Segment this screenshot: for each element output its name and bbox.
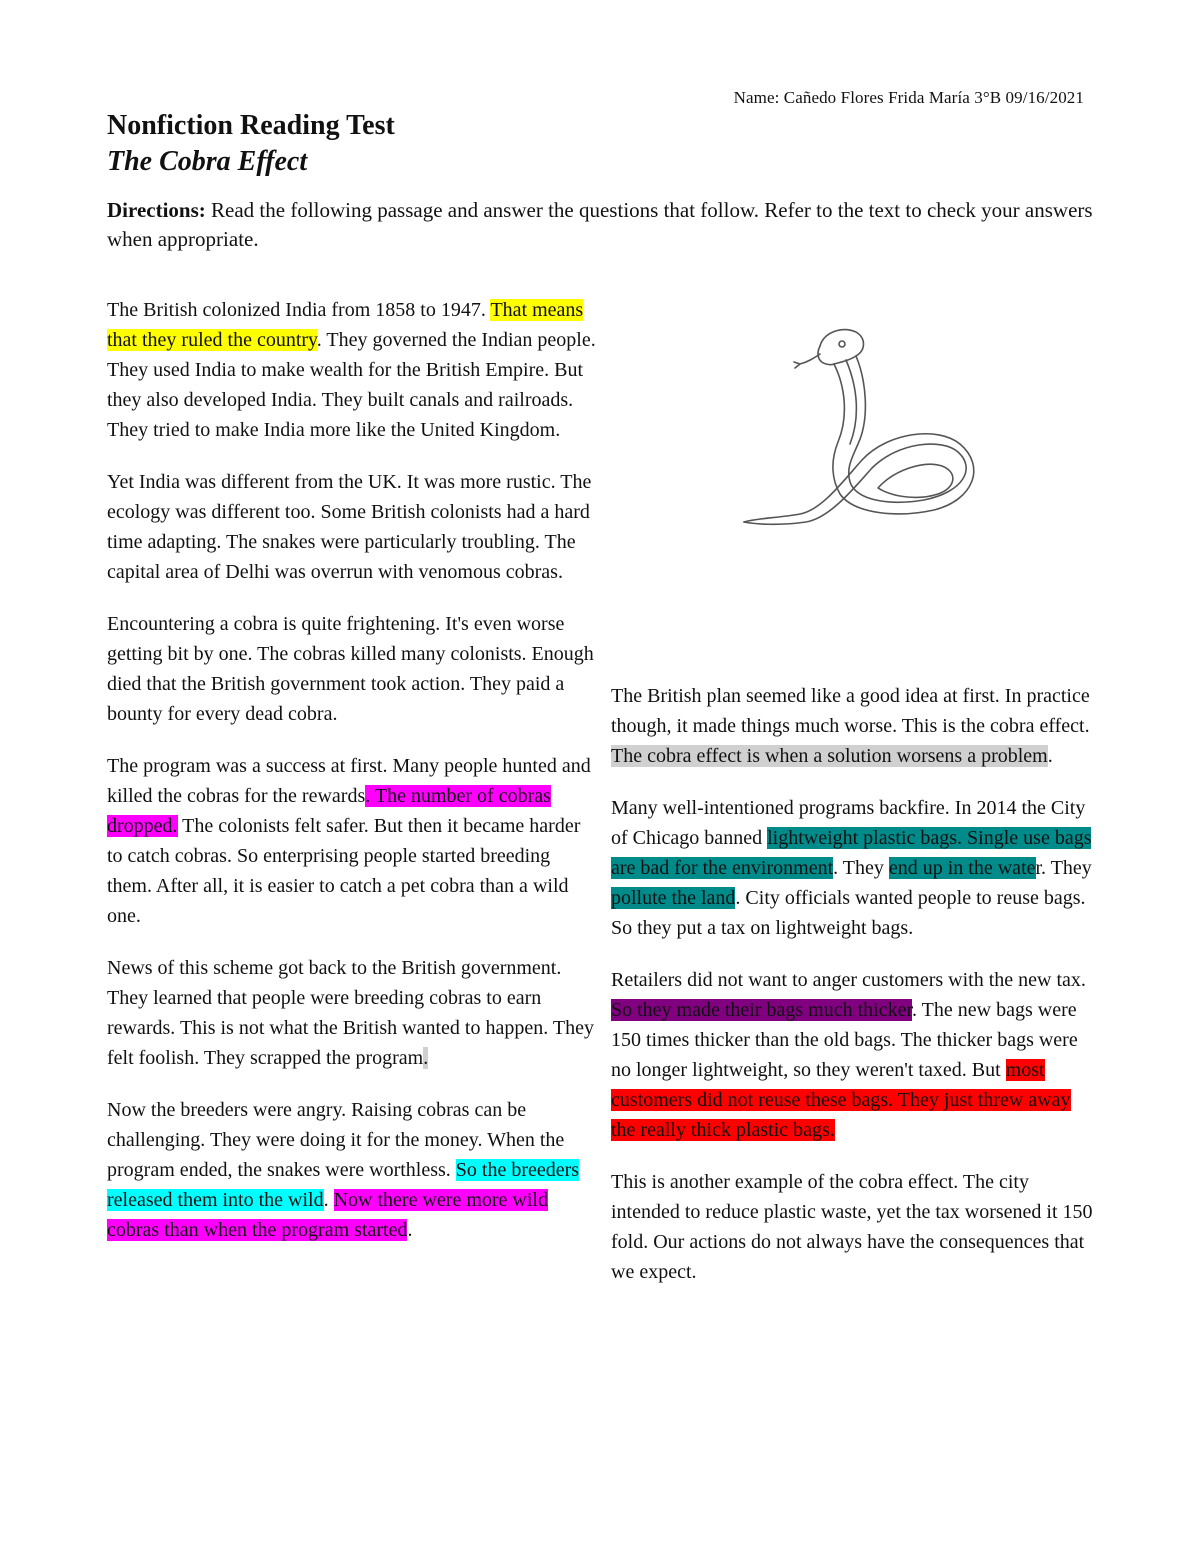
paragraph-text: The British plan seemed like a good idea at first. In practice though, it made things much worse. This is the cobra effect. xyxy=(611,685,1090,737)
paragraph-text: . They xyxy=(833,857,889,879)
paragraph-text: The colonists felt safer. But then it became harder to catch cobras. So enterprising people started breeding them. After all, it is easier to catch a pet cobra than a wild one. xyxy=(107,815,581,927)
passage-left-column xyxy=(107,295,597,1267)
paragraph-text: . They governed the Indian people. They used India to make wealth for the British Empire. But they also developed India. They built canals and railroads. They tried to make India more like the United Kingdom. xyxy=(107,329,596,441)
paragraph-text: The program was a success at first. Many people hunted and killed the cobras for the rewards xyxy=(107,755,591,807)
passage-paragraph-10 xyxy=(611,1167,1096,1287)
highlight-gray: The cobra effect is when a solution worsens a problem xyxy=(611,745,1048,767)
page-title: Nonfiction Reading Test xyxy=(107,110,395,141)
highlight-purple: So they made their bags much thicker xyxy=(611,999,913,1021)
passage-paragraph-2 xyxy=(107,467,597,587)
paragraph-text: Many well-intentioned programs backfire. In 2014 the City of Chicago banned xyxy=(611,797,1086,849)
directions xyxy=(107,196,1097,254)
student-name-line: Name: Cañedo Flores Frida María 3°B 09/16/2021 xyxy=(733,88,1084,107)
paragraph-text: . xyxy=(1047,745,1053,767)
paragraph-text: . City officials wanted people to reuse bags. So they put a tax on lightweight bags. xyxy=(611,887,1086,939)
highlight-yellow: That means that they ruled the country xyxy=(107,299,584,351)
passage-paragraph-3 xyxy=(107,609,597,729)
paragraph-text: News of this scheme got back to the British government. They learned that people were breeding cobras to earn rewards. This is not what the British wanted to happen. They felt foolish. They scrapped the program xyxy=(107,957,594,1069)
passage-paragraph-8 xyxy=(611,793,1096,943)
highlight-teal: lightweight plastic bags. Single use bags are bad for the environment xyxy=(611,827,1092,879)
highlight-teal: end up in the wate xyxy=(888,857,1036,879)
passage-right-column xyxy=(611,681,1096,1309)
paragraph-text: Encountering a cobra is quite frightening. It's even worse getting bit by one. The cobras killed many colonists. Enough died that the British government took action. They paid a bounty for every dead cobra. xyxy=(107,613,594,725)
highlight-magenta: Now there were more wild cobras than when the program started xyxy=(107,1189,548,1241)
passage-paragraph-6 xyxy=(107,1095,597,1245)
paragraph-text: . The new bags were 150 times thicker than the old bags. The thicker bags were no longer lightweight, so they weren't taxed. But xyxy=(611,999,1078,1081)
passage-paragraph-1 xyxy=(107,295,597,445)
paragraph-text: Now the breeders were angry. Raising cobras can be challenging. They were doing it for the money. When the program ended, the snakes were worthless. xyxy=(107,1099,565,1181)
highlight-teal: pollute the land xyxy=(611,887,736,909)
highlight-magenta: . The number of cobras dropped. xyxy=(107,785,551,837)
passage-paragraph-9 xyxy=(611,965,1096,1145)
paragraph-text: The British colonized India from 1858 to 1947. xyxy=(107,299,491,321)
cobra-snake-icon xyxy=(738,318,978,538)
paragraph-text: . xyxy=(407,1219,413,1241)
directions-label: Directions: xyxy=(107,198,206,222)
paragraph-text: . xyxy=(323,1189,334,1211)
passage-paragraph-5 xyxy=(107,953,597,1073)
paragraph-text: r. They xyxy=(1035,857,1092,879)
highlight-gray: . xyxy=(423,1047,429,1069)
paragraph-text: Yet India was different from the UK. It was more rustic. The ecology was different too. Some British colonists had a hard time adapting. The snakes were particularly troubling. The capital area of Delhi was overrun with venomous cobras. xyxy=(107,471,592,583)
directions-text: Read the following passage and answer the questions that follow. Refer to the text to check your answers when appropriate. xyxy=(107,198,1093,251)
paragraph-text: Retailers did not want to anger customers with the new tax. xyxy=(611,969,1086,991)
paragraph-text: This is another example of the cobra effect. The city intended to reduce plastic waste, yet the tax worsened it 150 fold. Our actions do not always have the consequences that we expect. xyxy=(611,1171,1093,1283)
highlight-red: most customers did not reuse these bags. They just threw away the really thick plastic bags. xyxy=(611,1059,1071,1141)
highlight-cyan: So the breeders released them into the wild xyxy=(107,1159,580,1211)
page-subtitle: The Cobra Effect xyxy=(107,146,308,177)
passage-paragraph-4 xyxy=(107,751,597,931)
passage-paragraph-7 xyxy=(611,681,1096,771)
